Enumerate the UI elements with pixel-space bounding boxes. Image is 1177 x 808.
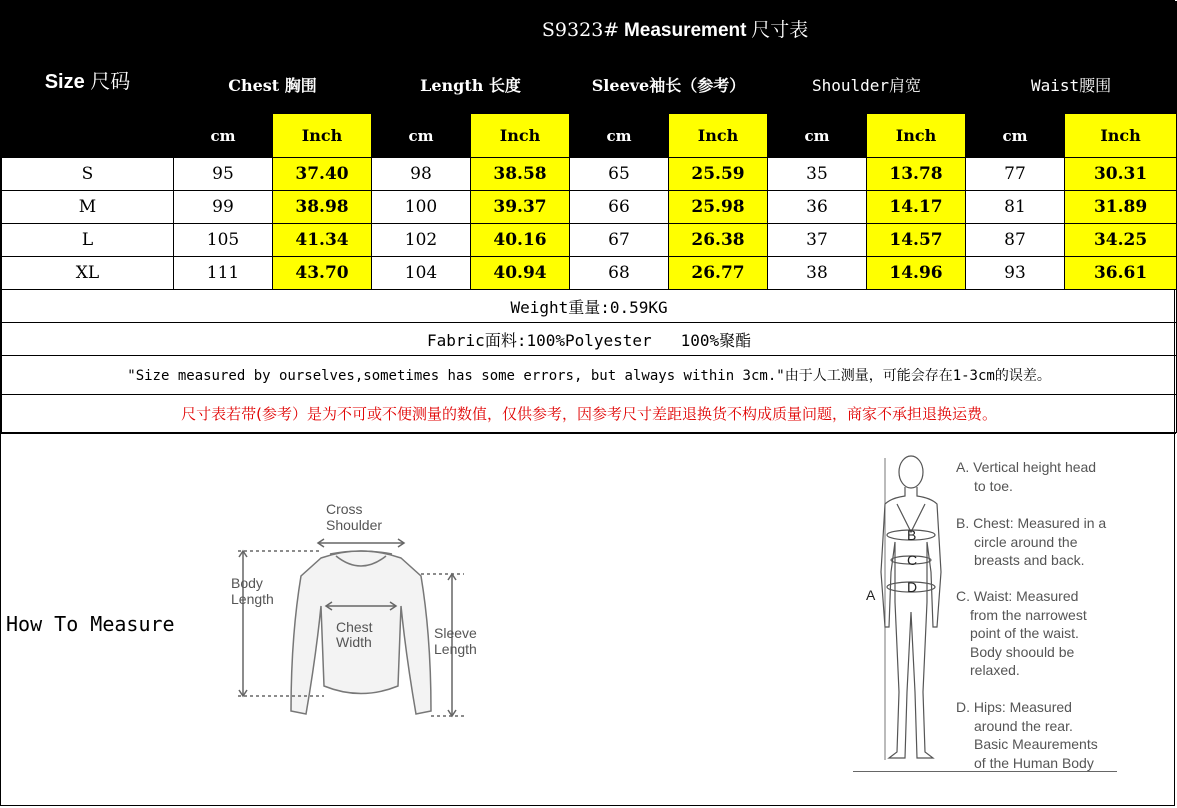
body-diagram: [851, 452, 961, 777]
length-inch: 40.94: [471, 257, 570, 290]
note-line: D. Hips: Measured: [956, 699, 1072, 715]
size-label: XL: [2, 257, 174, 290]
size-label: L: [2, 224, 174, 257]
length-inch: 39.37: [471, 191, 570, 224]
title-code: S9323#: [541, 18, 620, 41]
table-row: [2, 191, 1177, 224]
sleeve-cm: 68: [570, 257, 669, 290]
table-row: [2, 257, 1177, 290]
waist-cm: 87: [966, 224, 1065, 257]
waist-inch: 30.31: [1065, 158, 1177, 191]
size-header-cn: 尺码: [90, 69, 131, 93]
how-to-measure-section: [1, 433, 1176, 808]
waist-inch: 34.25: [1065, 224, 1177, 257]
column-header-shoulder: Shoulder肩宽: [768, 55, 966, 114]
chest-inch: 37.40: [273, 158, 372, 191]
size-label: M: [2, 191, 174, 224]
fabric-info: Fabric面料:100%Polyester 100%聚酯: [2, 323, 1177, 356]
column-header-sleeve: Sleeve袖长（参考）: [570, 55, 768, 114]
unit-inch: Inch: [1065, 114, 1177, 158]
note-line: from the narrowest: [970, 606, 1087, 623]
chest-width-label-2: Width: [336, 634, 372, 650]
sleeve-cm: 66: [570, 191, 669, 224]
note-line: Body shoould be: [970, 643, 1075, 660]
note-line: B. Chest: Measured in a: [956, 515, 1107, 531]
unit-inch: Inch: [471, 114, 570, 158]
marker-a: A: [866, 587, 876, 603]
unit-cm: cm: [966, 114, 1065, 158]
unit-cm: cm: [570, 114, 669, 158]
marker-d: D: [907, 579, 918, 595]
waist-cm: 93: [966, 257, 1065, 290]
table-row: [2, 224, 1177, 257]
body-note-d: [956, 698, 1098, 772]
cross-shoulder-label-2: Shoulder: [326, 517, 383, 533]
unit-inch: Inch: [867, 114, 966, 158]
unit-cm: cm: [372, 114, 471, 158]
marker-b: B: [907, 527, 917, 543]
note-line: Basic Meaurements: [974, 736, 1098, 752]
sleeve-length-label-2: Length: [434, 641, 477, 657]
sleeve-inch: 25.59: [669, 158, 768, 191]
unit-inch: Inch: [273, 114, 372, 158]
chest-inch: 38.98: [273, 191, 372, 224]
length-inch: 38.58: [471, 158, 570, 191]
sleeve-cm: 65: [570, 158, 669, 191]
length-cm: 104: [372, 257, 471, 290]
sleeve-cm: 67: [570, 224, 669, 257]
length-cm: 98: [372, 158, 471, 191]
note-line: to toe.: [974, 477, 1013, 494]
body-length-label-1: Body: [231, 575, 263, 591]
length-inch: 40.16: [471, 224, 570, 257]
note-line: relaxed.: [970, 662, 1020, 678]
sleeve-length-label-1: Sleeve: [434, 625, 477, 641]
waist-inch: 31.89: [1065, 191, 1177, 224]
shoulder-cm: 36: [768, 191, 867, 224]
length-cm: 102: [372, 224, 471, 257]
body-note-b: [956, 514, 1106, 570]
table-row: [2, 158, 1177, 191]
body-note-c: [956, 587, 1087, 680]
unit-cm: cm: [768, 114, 867, 158]
marker-c: C: [907, 552, 918, 568]
shoulder-inch: 13.78: [867, 158, 966, 191]
size-header-en: Size: [44, 71, 85, 93]
shoulder-inch: 14.17: [867, 191, 966, 224]
shoulder-cm: 37: [768, 224, 867, 257]
unit-cm: cm: [174, 114, 273, 158]
size-table: [1, 1, 1177, 433]
note-line: circle around the: [974, 533, 1078, 550]
chest-cm: 111: [174, 257, 273, 290]
chest-inch: 41.34: [273, 224, 372, 257]
note-line: of the Human Body: [974, 754, 1094, 771]
shoulder-cm: 35: [768, 158, 867, 191]
title-cell: [174, 2, 1177, 55]
chest-inch: 43.70: [273, 257, 372, 290]
body-note-a: [956, 458, 1096, 495]
body-length-label-2: Length: [231, 591, 274, 607]
weight-info: Weight重量:0.59KG: [2, 290, 1177, 323]
disclaimer: "Size measured by ourselves,sometimes has some errors, but always within 3cm."由于人工测量，可能会存在1-3cm的误差。: [2, 356, 1177, 395]
sleeve-inch: 26.77: [669, 257, 768, 290]
chest-cm: 95: [174, 158, 273, 191]
chest-cm: 105: [174, 224, 273, 257]
cross-shoulder-label-1: Cross: [326, 501, 363, 517]
column-header-waist: Waist腰围: [966, 55, 1177, 114]
chest-width-label-1: Chest: [336, 619, 373, 635]
shoulder-inch: 14.57: [867, 224, 966, 257]
sleeve-inch: 25.98: [669, 191, 768, 224]
note-line: C. Waist: Measured: [956, 588, 1079, 604]
title-cn: 尺寸表: [751, 18, 809, 41]
waist-cm: 81: [966, 191, 1065, 224]
length-cm: 100: [372, 191, 471, 224]
note-line: point of the waist.: [970, 625, 1079, 641]
sweater-diagram: [226, 496, 486, 731]
size-header-cell: [2, 2, 174, 158]
shoulder-cm: 38: [768, 257, 867, 290]
shoulder-inch: 14.96: [867, 257, 966, 290]
sleeve-inch: 26.38: [669, 224, 768, 257]
chest-cm: 99: [174, 191, 273, 224]
notice-text: 尺寸表若带(参考）是为不可或不便测量的数值，仅供参考，因参考尺寸差距退换货不构成质量问题，商家不承担退换运费。: [2, 395, 1177, 433]
waist-cm: 77: [966, 158, 1065, 191]
waist-inch: 36.61: [1065, 257, 1177, 290]
column-header-length: Length 长度: [372, 55, 570, 114]
note-line: around the rear.: [974, 717, 1073, 734]
column-header-chest: Chest 胸围: [174, 55, 372, 114]
size-label: S: [2, 158, 174, 191]
unit-inch: Inch: [669, 114, 768, 158]
note-line: A. Vertical height head: [956, 459, 1097, 475]
note-line: breasts and back.: [974, 552, 1085, 568]
how-to-measure-label: How To Measure: [6, 612, 175, 636]
title-main: Measurement: [623, 19, 747, 41]
